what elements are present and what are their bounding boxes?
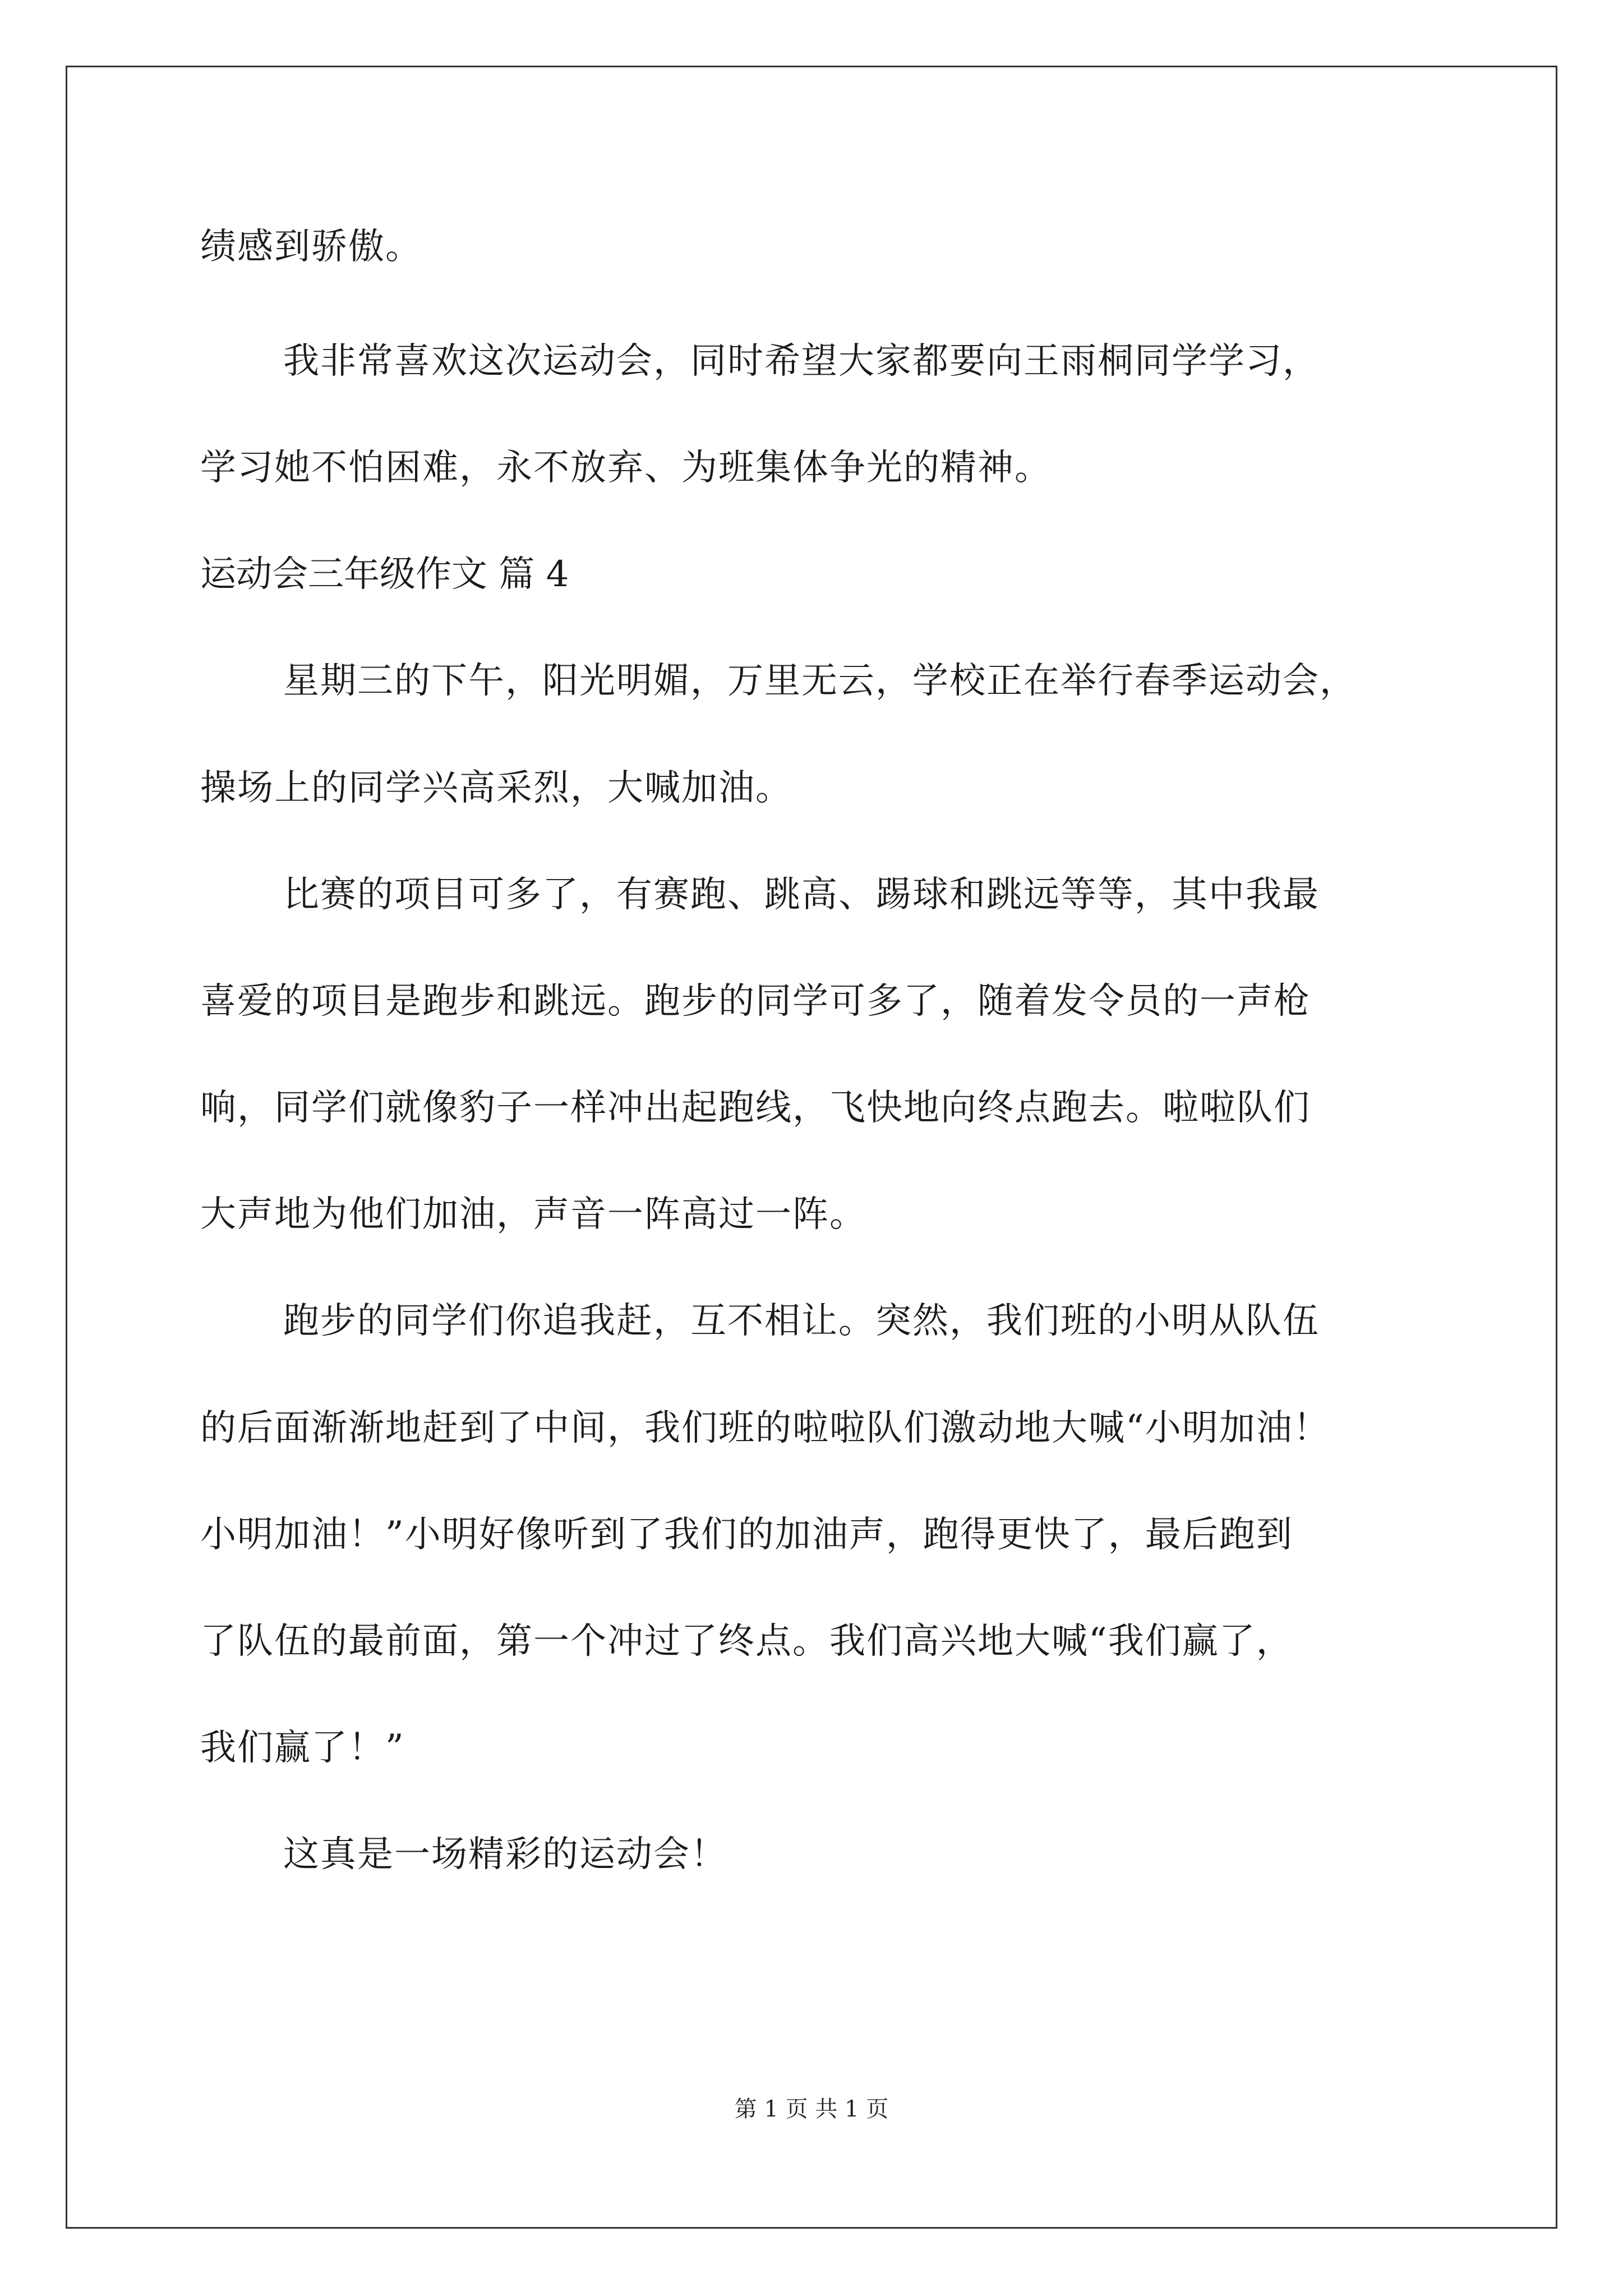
- text-line: 学习她不怕困难，永不放弃、为班集体争光的精神。: [200, 447, 1052, 489]
- page-frame: [66, 66, 1557, 2229]
- page-footer: 第 1 页 共 1 页: [734, 2096, 889, 2122]
- text-line: 响，同学们就像豹子一样冲出起跑线，飞快地向终点跑去。啦啦队们: [200, 1087, 1311, 1129]
- text-line: 操场上的同学兴高采烈，大喊加油。: [200, 767, 792, 809]
- text-line: 的后面渐渐地赶到了中间，我们班的啦啦队们激动地大喊“小明加油！: [200, 1407, 1330, 1449]
- text-line: 小明加油！”小明好像听到了我们的加油声，跑得更快了，最后跑到: [200, 1514, 1293, 1556]
- text-line: 这真是一场精彩的运动会！: [283, 1834, 727, 1875]
- text-line: 比赛的项目可多了，有赛跑、跳高、踢球和跳远等等，其中我最: [283, 874, 1320, 915]
- text-line: 我非常喜欢这次运动会，同时希望大家都要向王雨桐同学学习，: [283, 341, 1320, 382]
- text-line: 我们赢了！”: [200, 1727, 405, 1769]
- text-line: 绩感到骄傲。: [200, 226, 422, 268]
- text-line: 跑步的同学们你追我赶，互不相让。突然，我们班的小明从队伍: [283, 1300, 1320, 1342]
- text-line: 喜爱的项目是跑步和跳远。跑步的同学可多了，随着发令员的一声枪: [200, 981, 1311, 1022]
- text-line: 大声地为他们加油，声音一阵高过一阵。: [200, 1194, 866, 1235]
- text-line: 了队伍的最前面，第一个冲过了终点。我们高兴地大喊“我们赢了，: [200, 1621, 1293, 1662]
- section-heading: 运动会三年级作文 篇 4: [200, 554, 569, 595]
- text-line: 星期三的下午，阳光明媚，万里无云，学校正在举行春季运动会，: [283, 660, 1357, 702]
